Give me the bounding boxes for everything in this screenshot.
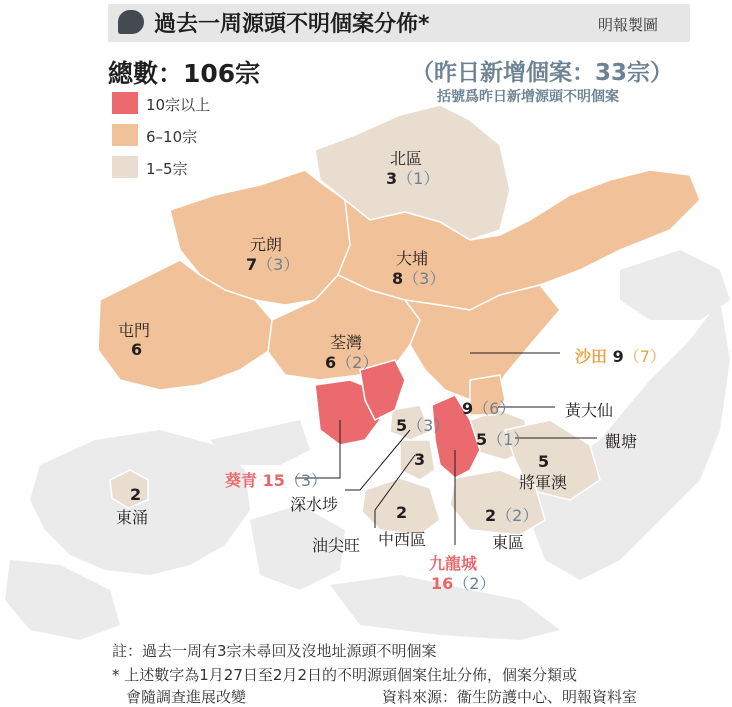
total-cases: 總數：106宗 bbox=[108, 59, 261, 88]
legend-label-low: 1–5宗 bbox=[146, 160, 188, 178]
district-label-kwun-tong: 觀塘 bbox=[605, 432, 638, 451]
district-count-central-western: 2 bbox=[396, 503, 408, 522]
legend-label-mid: 6–10宗 bbox=[146, 128, 198, 146]
credit: 明報製圖 bbox=[598, 16, 659, 34]
district-label-central-western: 中西區 bbox=[378, 530, 427, 549]
district-count-kwun-tong: 5（1） bbox=[476, 430, 530, 449]
district-count-wong-tai-sin: 9（6） bbox=[462, 399, 516, 418]
footnote-unknown: 註：過去一周有3宗未尋回及沒地址源頭不明個案 bbox=[112, 642, 437, 660]
district-count-eastern: 2（2） bbox=[485, 506, 539, 525]
legend-label-high: 10宗以上 bbox=[146, 96, 211, 114]
legend-swatch-high bbox=[112, 92, 138, 114]
district-label-kwai-tsing: 葵青 15（3） bbox=[225, 471, 328, 490]
bracket-note: 括號爲昨日新增源頭不明個案 bbox=[437, 89, 619, 105]
district-count-tseung-kwan-o: 5 bbox=[538, 452, 550, 471]
district-label-sham-shui-po: 深水埗 bbox=[290, 495, 339, 514]
district-label-north: 北區 bbox=[390, 149, 423, 168]
district-label-kowloon-city: 九龍城 bbox=[429, 554, 478, 573]
district-label-wong-tai-sin: 黃大仙 bbox=[565, 401, 614, 420]
district-count-tsuen-wan: 6（2） bbox=[325, 353, 379, 372]
footnote-classification: 會隨調查進展改變 bbox=[126, 688, 247, 706]
district-label-tseung-kwan-o: 將軍澳 bbox=[519, 473, 568, 492]
district-label-tuen-mun: 屯門 bbox=[118, 321, 151, 340]
page-title: 過去一周源頭不明個案分佈* bbox=[154, 12, 430, 37]
source-credit: 資料來源：衞生防護中心、明報資料室 bbox=[382, 688, 638, 706]
district-count-tai-po: 8（3） bbox=[392, 269, 446, 288]
district-label-yau-tsim-mong: 油尖旺 bbox=[312, 536, 361, 555]
district-label-yuen-long: 元朗 bbox=[250, 235, 283, 254]
district-count-islands: 2 bbox=[130, 485, 142, 504]
district-count-north: 3（1） bbox=[386, 169, 440, 188]
speech-bubble-icon bbox=[118, 10, 144, 34]
legend-swatch-mid bbox=[112, 124, 138, 146]
district-label-tai-po: 大埔 bbox=[396, 249, 429, 268]
district-label-eastern: 東區 bbox=[492, 533, 525, 552]
district-label-islands: 東涌 bbox=[116, 508, 149, 527]
district-count-tuen-mun: 6 bbox=[131, 340, 143, 359]
district-count-yau-tsim-mong: 3 bbox=[414, 450, 426, 469]
footnote-date-range: * 上述數字為1月27日至2月2日的不明源頭個案住址分佈，個案分類或 bbox=[112, 666, 577, 684]
district-count-kowloon-city: 16（2） bbox=[431, 574, 496, 593]
district-label-tsuen-wan: 荃灣 bbox=[330, 333, 363, 352]
yesterday-new-cases: （昨日新增個案：33宗） bbox=[411, 60, 674, 86]
district-label-sha-tin: 沙田 9（7） bbox=[575, 347, 666, 366]
district-count-sham-shui-po: 5（3） bbox=[396, 416, 450, 435]
legend-swatch-low bbox=[112, 156, 138, 178]
district-count-yuen-long: 7（3） bbox=[246, 255, 300, 274]
